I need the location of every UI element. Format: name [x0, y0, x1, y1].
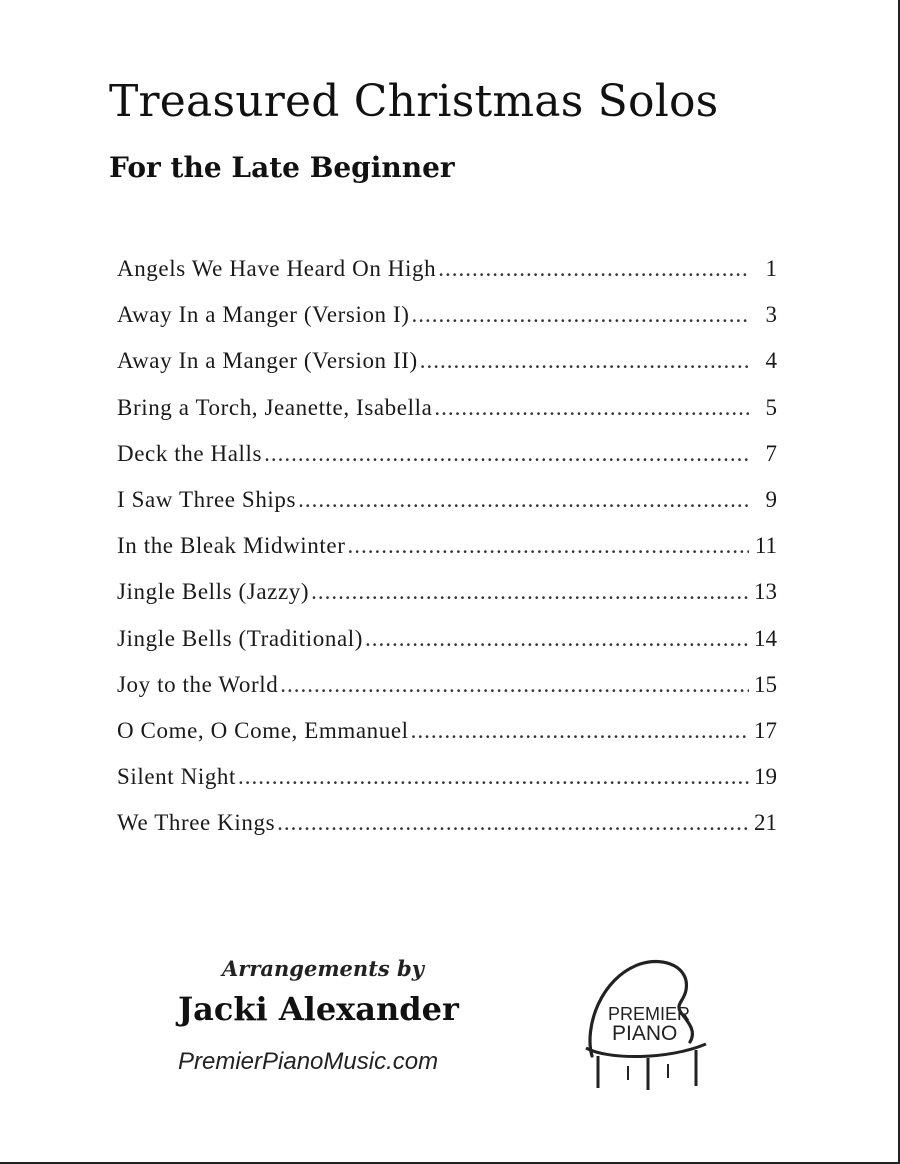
toc-dot-leader: [438, 256, 749, 282]
toc-entry-title: Jingle Bells (Jazzy): [117, 579, 310, 605]
toc-entry-title: Away In a Manger (Version II): [117, 348, 418, 374]
toc-entry-title: Angels We Have Heard On High: [117, 256, 437, 281]
page-subtitle: For the Late Beginner: [109, 151, 455, 184]
premier-piano-logo: [578, 948, 728, 1098]
toc-dot-leader: [280, 672, 749, 698]
toc-entry-page: 1: [765, 256, 777, 281]
toc-entry[interactable]: [117, 256, 777, 302]
logo-text-premier: PREMIER: [608, 1004, 691, 1024]
toc-dot-leader: [412, 302, 749, 328]
toc-entry-page: 9: [765, 486, 777, 512]
toc-dot-leader: [434, 395, 749, 421]
toc-dot-leader: [264, 441, 749, 467]
toc-dot-leader: [347, 533, 749, 559]
toc-entry[interactable]: [117, 348, 777, 394]
toc-dot-leader: [420, 348, 749, 374]
toc-dot-leader: [411, 718, 749, 744]
toc-entry-page: 15: [754, 671, 777, 697]
toc-entry[interactable]: [117, 302, 777, 348]
toc-entry-page: 21: [754, 810, 777, 836]
toc-entry-title: I Saw Three Ships: [117, 486, 297, 512]
toc-dot-leader: [238, 764, 749, 790]
toc-entry-title: Bring a Torch, Jeanette, Isabella: [117, 394, 433, 420]
toc-entry-page: 13: [754, 579, 777, 605]
toc-entry-title: Deck the Halls: [117, 440, 263, 466]
toc-entry-page: 19: [754, 764, 777, 790]
toc-entry-title: Away In a Manger (Version I): [117, 302, 410, 328]
toc-entry[interactable]: [117, 810, 777, 856]
piano-body-curve: [586, 1044, 706, 1057]
toc-entry-page: 4: [765, 348, 777, 374]
toc-entry[interactable]: [117, 672, 777, 718]
toc-entry-page: 14: [754, 625, 777, 651]
toc-entry-title: Jingle Bells (Traditional): [117, 625, 364, 651]
toc-entry-page: 11: [754, 533, 777, 559]
toc-entry[interactable]: [117, 487, 777, 533]
toc-entry-page: 5: [765, 394, 777, 420]
toc-entry-page: 17: [754, 717, 777, 743]
logo-text-piano: PIANO: [612, 1022, 678, 1045]
toc-dot-leader: [277, 810, 749, 836]
toc-entry-title: In the Bleak Midwinter: [117, 533, 346, 559]
toc-entry[interactable]: [117, 718, 777, 764]
toc-entry[interactable]: [117, 626, 777, 672]
toc-entry-title: Joy to the World: [117, 671, 279, 697]
toc-dot-leader: [365, 626, 749, 652]
toc-entry[interactable]: [117, 441, 777, 487]
toc-entry[interactable]: [117, 579, 777, 625]
toc-entry[interactable]: [117, 764, 777, 810]
toc-entry-page: 3: [765, 302, 777, 328]
toc-entry-page: 7: [765, 440, 777, 466]
toc-entry-title: O Come, O Come, Emmanuel: [117, 717, 409, 743]
toc-entry[interactable]: [117, 395, 777, 441]
toc-dot-leader: [298, 487, 749, 513]
page-title: Treasured Christmas Solos: [109, 76, 719, 127]
website-link[interactable]: PremierPianoMusic.com: [178, 1048, 439, 1075]
toc-entry-title: We Three Kings: [117, 810, 276, 836]
arranger-name: Jacki Alexander: [178, 990, 459, 1028]
toc-entry[interactable]: [117, 533, 777, 579]
toc-dot-leader: [311, 579, 749, 605]
toc-entry-title: Silent Night: [117, 764, 237, 790]
table-of-contents: [117, 256, 777, 856]
arrangements-by-label: Arrangements by: [222, 956, 424, 981]
